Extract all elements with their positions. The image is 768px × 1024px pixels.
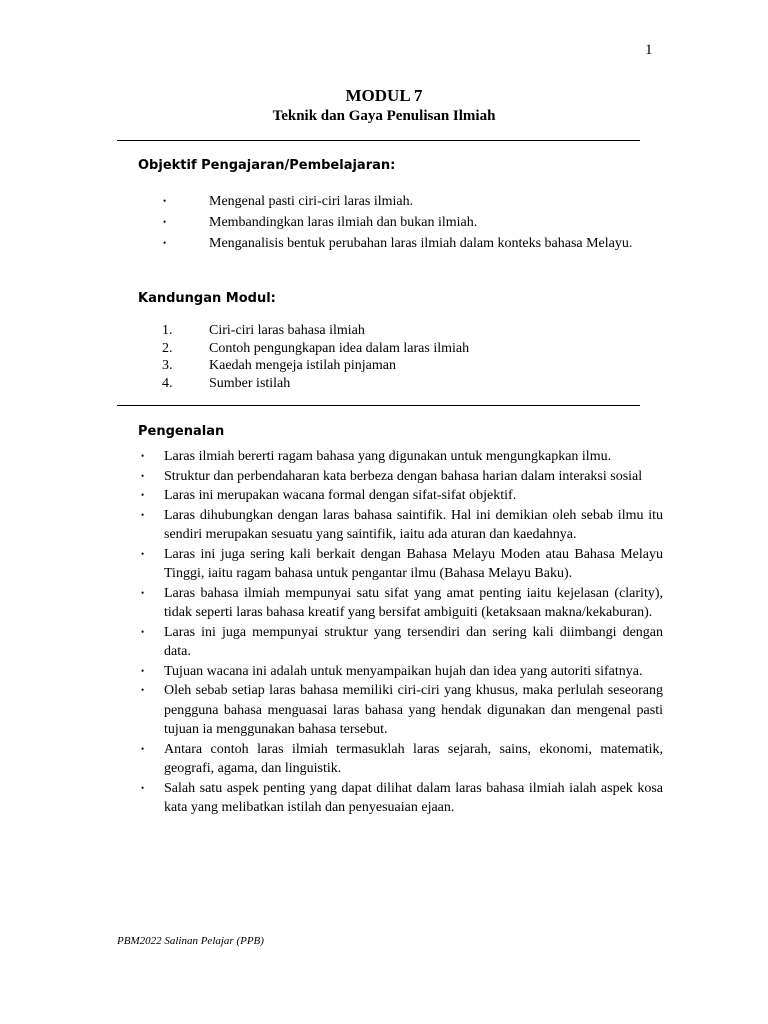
intro-item: • Struktur dan perbendaharan kata berbeza dengan bahasa harian dalam interaksi sosial [138, 467, 663, 487]
contents-item [138, 357, 638, 375]
objective-item: • Membandingkan laras ilmiah dan bukan ilmiah. [138, 212, 638, 233]
intro-item: • Oleh sebab setiap laras bahasa memiliki ciri-ciri yang khusus, maka perlulah seseorang pengguna bahasa menguasai laras bahasa yang hendak digunakan dan mengenal pasti tujuan ia menggunakan bahasa tersebut. [138, 681, 663, 740]
page-number: 1 [645, 42, 653, 58]
objective-item: • Mengenal pasti ciri-ciri laras ilmiah. [138, 191, 638, 212]
objectives-heading: Objektif Pengajaran/Pembelajaran: [138, 158, 396, 173]
section-divider [117, 405, 640, 406]
module-subtitle: Teknik dan Gaya Penulisan Ilmiah [272, 108, 496, 124]
contents-item-text: Ciri-ciri laras bahasa ilmiah [209, 323, 365, 338]
objectives-list [138, 191, 638, 254]
intro-item: • Tujuan wacana ini adalah untuk menyampaikan hujah dan idea yang autoriti sifatnya. [138, 662, 663, 682]
intro-item: • Laras bahasa ilmiah mempunyai satu sifat yang amat penting iaitu kejelasan (clarity), tidak seperti laras bahasa kreatif yang bersifat ambiguiti (ketaksaan makna/kekaburan). [138, 584, 663, 623]
intro-item: • Laras ini juga mempunyai struktur yang tersendiri dan sering kali diimbangi dengan data. [138, 623, 663, 662]
contents-item-text: Sumber istilah [209, 375, 291, 391]
contents-item-number: 1. [162, 323, 173, 338]
objective-item: • Menganalisis bentuk perubahan laras ilmiah dalam konteks bahasa Melayu. [138, 233, 638, 254]
contents-item-number: 3. [162, 358, 173, 373]
contents-item [138, 322, 638, 340]
contents-item-number: 4. [162, 375, 173, 391]
intro-item: • Laras dihubungkan dengan laras bahasa saintifik. Hal ini demikian oleh sebab ilmu itu sendiri merupakan sesuatu yang saintifik, iaitu ada aturan dan kaedahnya. [138, 506, 663, 545]
contents-list [138, 322, 638, 392]
intro-item: • Laras ini merupakan wacana formal dengan sifat-sifat objektif. [138, 486, 663, 506]
intro-heading: Pengenalan [138, 424, 225, 439]
module-title: MODUL 7 [345, 86, 423, 105]
intro-item: • Antara contoh laras ilmiah termasuklah laras sejarah, sains, ekonomi, matematik, geografi, agama, dan linguistik. [138, 740, 663, 779]
intro-item: • Laras ilmiah bererti ragam bahasa yang digunakan untuk mengungkapkan ilmu. [138, 447, 663, 467]
contents-item-text: Kaedah mengeja istilah pinjaman [209, 358, 396, 373]
contents-item [138, 375, 638, 393]
footer-note: PBM2022 Salinan Pelajar (PPB) [117, 935, 264, 947]
contents-item-number: 2. [162, 340, 173, 356]
intro-item: • Salah satu aspek penting yang dapat dilihat dalam laras bahasa ilmiah ialah aspek kosa kata yang melibatkan istilah dan penyesuaian ejaan. [138, 779, 663, 818]
contents-item-text: Contoh pengungkapan idea dalam laras ilmiah [209, 340, 470, 356]
contents-item [138, 340, 638, 358]
intro-item: • Laras ini juga sering kali berkait dengan Bahasa Melayu Moden atau Bahasa Melayu Tinggi, iaitu ragam bahasa untuk pengantar ilmu (Bahasa Melayu Baku). [138, 545, 663, 584]
top-divider [117, 140, 640, 141]
intro-list [138, 447, 663, 818]
contents-heading: Kandungan Modul: [138, 291, 276, 306]
